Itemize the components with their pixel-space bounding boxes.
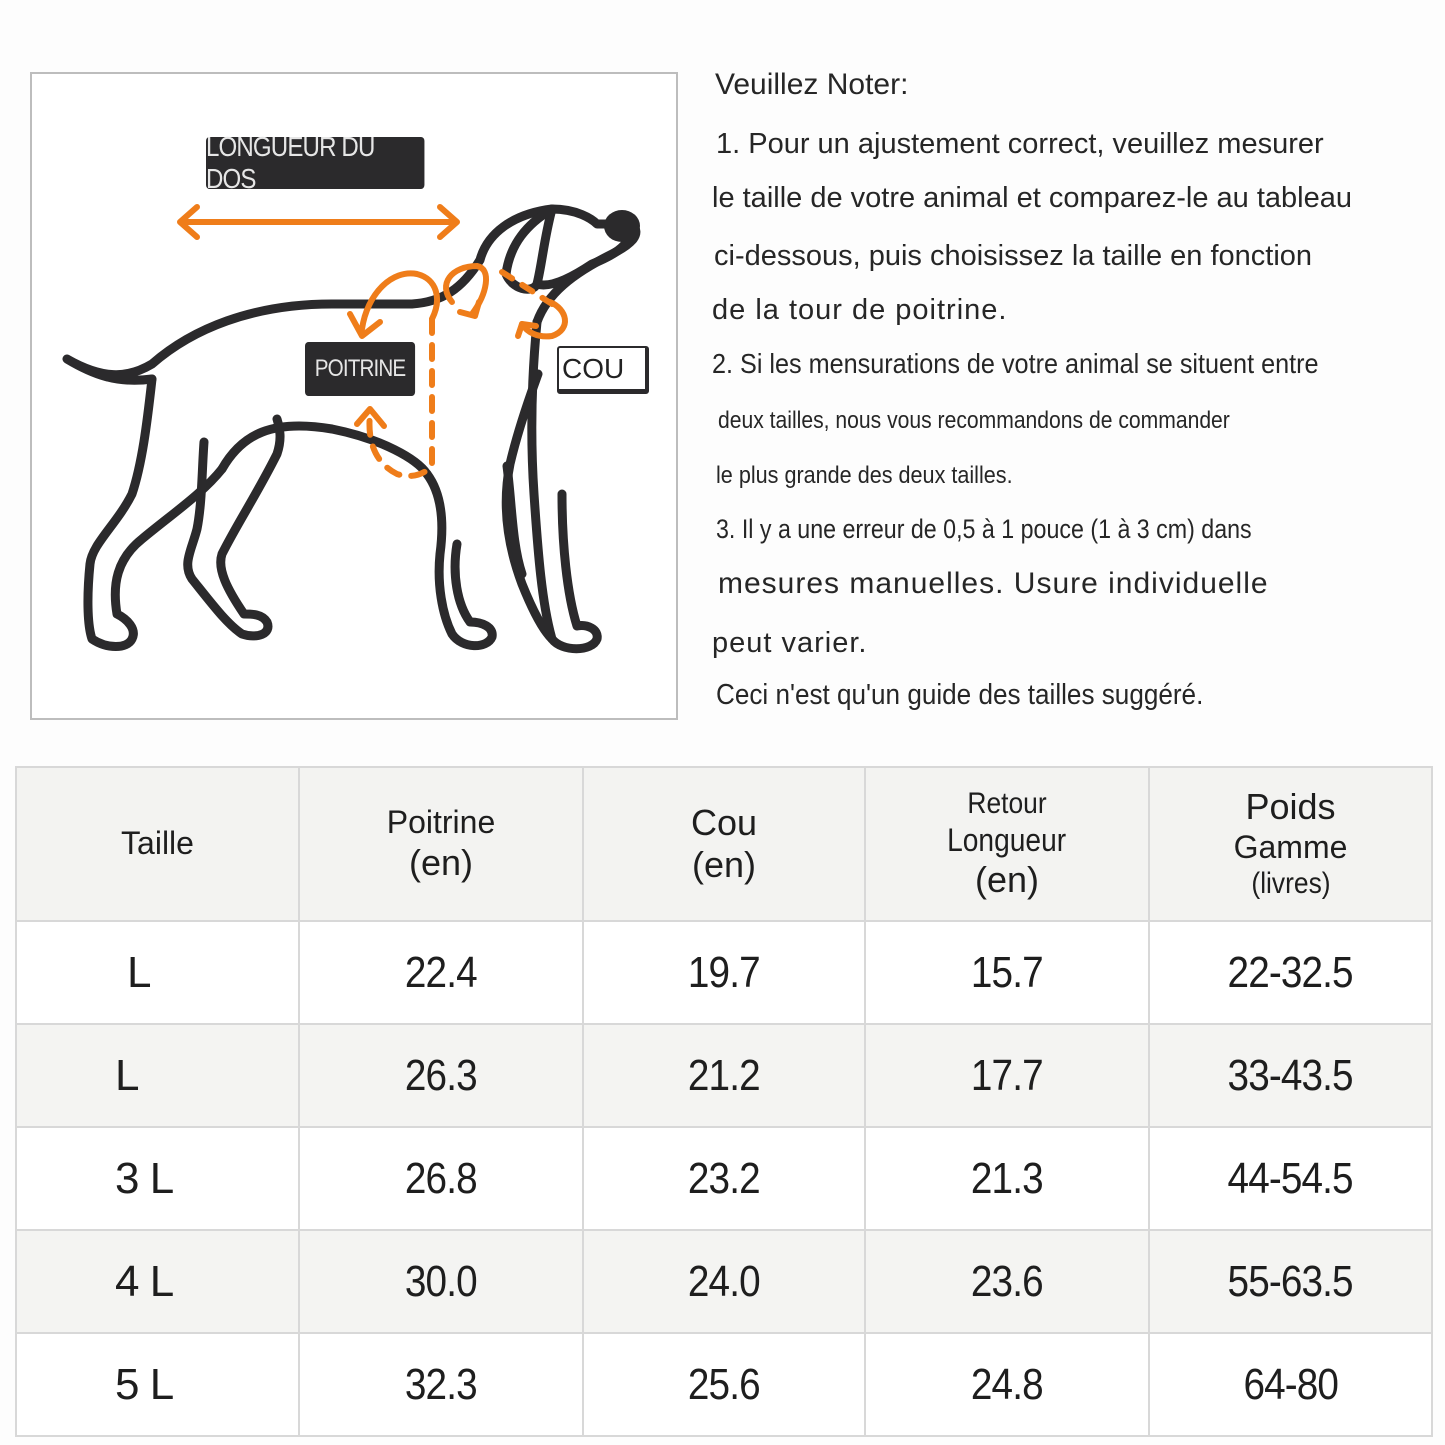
note-line: 1. Pour un ajustement correct, veuillez mesurer <box>716 128 1324 160</box>
header-neck: Cou (en) <box>583 767 865 921</box>
note-line: le plus grande des deux tailles. <box>716 462 1013 489</box>
size-chart-table <box>15 766 1433 1437</box>
note-line: le taille de votre animal et comparez-le au tableau <box>712 182 1352 214</box>
table-row <box>16 921 1432 1024</box>
cell-size: 3 L <box>16 1127 299 1230</box>
cell-weight: 55-63.5 <box>1149 1230 1432 1333</box>
cell-back-length: 15.7 <box>865 921 1149 1024</box>
note-line: 3. Il y a une erreur de 0,5 à 1 pouce (1 à 3 cm) dans <box>716 514 1252 544</box>
dog-measurement-diagram <box>30 72 678 720</box>
cell-chest: 26.8 <box>299 1127 583 1230</box>
cell-back-length: 23.6 <box>865 1230 1149 1333</box>
cell-neck: 25.6 <box>583 1333 865 1436</box>
table-header-row <box>16 767 1432 921</box>
cell-chest: 22.4 <box>299 921 583 1024</box>
header-back-length: Retour Longueur (en) <box>865 767 1149 921</box>
cell-weight: 33-43.5 <box>1149 1024 1432 1127</box>
cell-chest: 32.3 <box>299 1333 583 1436</box>
note-line: peut varier. <box>712 627 868 659</box>
cell-back-length: 21.3 <box>865 1127 1149 1230</box>
table-row <box>16 1333 1432 1436</box>
header-chest: Poitrine (en) <box>299 767 583 921</box>
note-line: 2. Si les mensurations de votre animal se situent entre <box>712 348 1319 379</box>
notes-title: Veuillez Noter: <box>715 68 909 101</box>
cell-back-length: 24.8 <box>865 1333 1149 1436</box>
cell-size: L <box>16 1024 299 1127</box>
neck-label: COU <box>557 346 649 394</box>
header-size: Taille <box>16 767 299 921</box>
cell-weight: 64-80 <box>1149 1333 1432 1436</box>
note-line: mesures manuelles. Usure individuelle <box>718 567 1269 600</box>
cell-weight: 44-54.5 <box>1149 1127 1432 1230</box>
table-row <box>16 1024 1432 1127</box>
note-line: de la tour de poitrine. <box>712 294 1008 326</box>
cell-size: 5 L <box>16 1333 299 1436</box>
cell-neck: 24.0 <box>583 1230 865 1333</box>
cell-neck: 23.2 <box>583 1127 865 1230</box>
dog-nose-icon <box>604 210 640 242</box>
table-row <box>16 1127 1432 1230</box>
cell-chest: 26.3 <box>299 1024 583 1127</box>
note-line: ci-dessous, puis choisissez la taille en fonction <box>714 240 1313 272</box>
table-row <box>16 1230 1432 1333</box>
cell-size: 4 L <box>16 1230 299 1333</box>
cell-neck: 19.7 <box>583 921 865 1024</box>
cell-chest: 30.0 <box>299 1230 583 1333</box>
back-length-label: LONGUEUR DU DOS <box>206 137 424 189</box>
cell-neck: 21.2 <box>583 1024 865 1127</box>
cell-back-length: 17.7 <box>865 1024 1149 1127</box>
header-weight: Poids Gamme (livres) <box>1149 767 1432 921</box>
chest-label: POITRINE <box>305 342 415 396</box>
cell-weight: 22-32.5 <box>1149 921 1432 1024</box>
note-line: deux tailles, nous vous recommandons de commander <box>718 407 1230 434</box>
note-line: Ceci n'est qu'un guide des tailles suggéré. <box>716 679 1204 711</box>
cell-size: L <box>16 921 299 1024</box>
